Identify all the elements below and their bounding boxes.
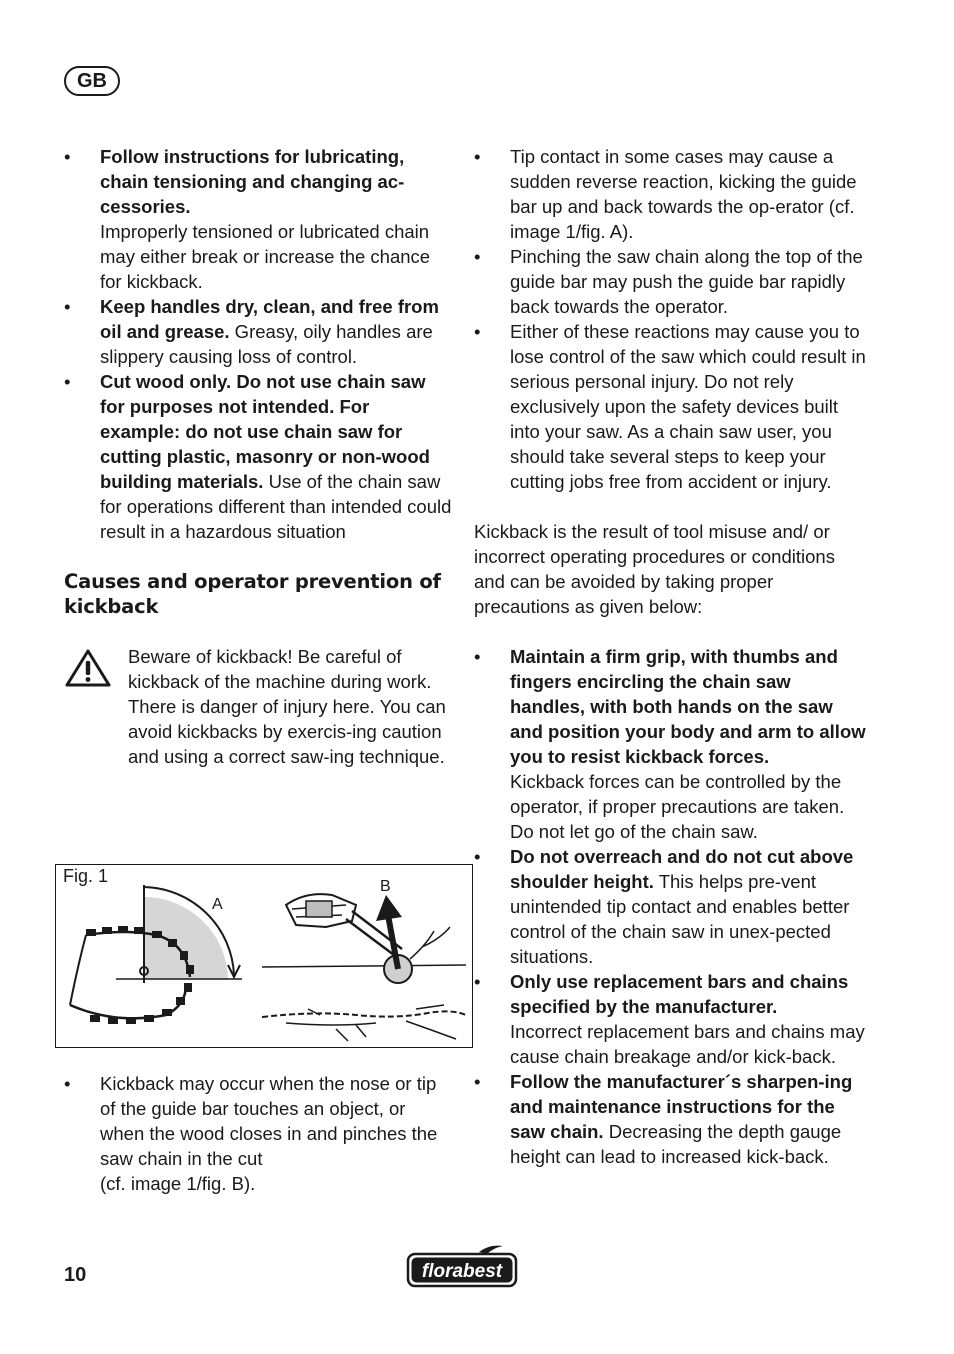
bullet-dot — [474, 319, 480, 344]
warning-text: Beware of kickback! Be careful of kickback of the machine during work. There is danger of injury here. You can avoid kickbacks by exercis-ing caution and using a correct saw-ing technique. — [128, 646, 446, 767]
bullet-pinching — [474, 244, 866, 319]
section-heading: Causes and operator prevention of kickback — [64, 570, 441, 618]
figure-a-label: A — [212, 896, 223, 913]
bullet-pinching-text: Pinching the saw chain along the top of the guide bar may push the guide bar rapidly back towards the operator. — [510, 246, 863, 317]
bullet-handles-dry — [64, 294, 454, 369]
bullet-cut-wood-text: Use of the chain saw for operations different than intended could result in a hazardous situation — [100, 471, 452, 542]
figure-label: Fig. 1 — [63, 866, 109, 886]
bullet-dot — [474, 969, 480, 994]
bullet-replacement-text: Incorrect replacement bars and chains may cause chain breakage and/or kick-back. — [510, 1021, 865, 1067]
bullet-dot — [474, 1069, 480, 1094]
bullet-dot — [64, 294, 70, 319]
bullet-firm-grip-bold: Maintain a firm grip, with thumbs and fingers encircling the chain saw handles, with both hands on the saw and position your body and arm to allow you to resist kickback forces. — [510, 646, 866, 767]
bullet-handles-text: Greasy, oily handles are slippery causing loss of control. — [100, 321, 433, 367]
bullet-sharpening-bold: Follow the manufacturer´s sharpen-ing and maintenance instructions for the saw chain. — [510, 1071, 853, 1142]
bullet-dot — [474, 144, 480, 169]
bullet-dot — [474, 844, 480, 869]
bullet-cut-wood — [64, 369, 454, 544]
florabest-logo — [405, 1244, 519, 1290]
figure-kickback — [55, 864, 473, 1048]
bullet-reactions — [474, 319, 866, 494]
figure-b-saw — [262, 878, 466, 1041]
bullet-tip-contact — [474, 144, 866, 244]
warning-triangle-icon — [64, 648, 112, 688]
figure-a-guide-bar — [70, 885, 242, 1024]
page-number: 10 — [64, 1264, 87, 1286]
bullet-sharpening — [474, 1069, 866, 1169]
bullet-dot — [64, 1071, 70, 1096]
kickback-illustration — [56, 865, 471, 1046]
bullet-lubricating — [64, 144, 454, 294]
warning-block — [64, 644, 454, 769]
bullet-dot — [64, 144, 70, 169]
brand-name: florabest — [421, 1261, 503, 1282]
bullet-sharpening-text: Decreasing the depth gauge height can lead to increased kick-back. — [510, 1121, 842, 1167]
bullet-tip-contact-text: Tip contact in some cases may cause a sudden reverse reaction, kicking the guide bar up and back towards the op-erator (cf. image 1/fig. A). — [510, 146, 857, 242]
bullet-dot — [64, 369, 70, 394]
left-column — [64, 144, 454, 769]
language-badge: GB — [64, 66, 120, 96]
bullet-kickback-occur — [64, 1071, 454, 1196]
kickback-paragraph: Kickback is the result of tool misuse and/ or incorrect operating procedures or conditions and can be avoided by taking proper precautions as given below: — [474, 521, 835, 617]
bullet-lubricating-text: Improperly tensioned or lubricated chain may either break or increase the chance for kickback. — [100, 221, 431, 292]
bullet-firm-grip — [474, 644, 866, 844]
bullet-dot — [474, 644, 480, 669]
bullet-replacement — [474, 969, 866, 1069]
bullet-lubricating-bold: Follow instructions for lubricating, chain tensioning and changing ac-cessories. — [100, 146, 405, 217]
bullet-overreach-bold: Do not overreach and do not cut above shoulder height. — [510, 846, 854, 892]
bullet-reactions-text: Either of these reactions may cause you to lose control of the saw which could result in serious personal injury. Do not rely exclusively upon the safety devices built into your saw. As a chain saw user, you should take several steps to keep your cutting jobs free from accident or injury. — [510, 321, 866, 492]
left-column-lower — [64, 1071, 454, 1196]
bullet-kickback-ref: (cf. image 1/fig. B). — [100, 1173, 256, 1194]
figure-b-label: B — [380, 878, 391, 895]
bullet-firm-grip-text: Kickback forces can be controlled by the operator, if proper precautions are taken. Do not let go of the chain saw. — [510, 771, 845, 842]
bullet-overreach-text: This helps pre-vent unintended tip contact and enables better control of the chain saw in unex-pected situations. — [510, 871, 850, 967]
bullet-handles-bold: Keep handles dry, clean, and free from oil and grease. — [100, 296, 439, 342]
bullet-dot — [474, 244, 480, 269]
right-column — [474, 144, 866, 1169]
bullet-cut-wood-bold: Cut wood only. Do not use chain saw for purposes not intended. For example: do not use chain saw for cutting plastic, masonry or non-wood building materials. — [100, 371, 430, 492]
bullet-overreach — [474, 844, 866, 969]
bullet-replacement-bold: Only use replacement bars and chains specified by the manufacturer. — [510, 971, 849, 1017]
bullet-kickback-text: Kickback may occur when the nose or tip of the guide bar touches an object, or when the wood closes in and pinches the saw chain in the cut — [100, 1073, 438, 1169]
